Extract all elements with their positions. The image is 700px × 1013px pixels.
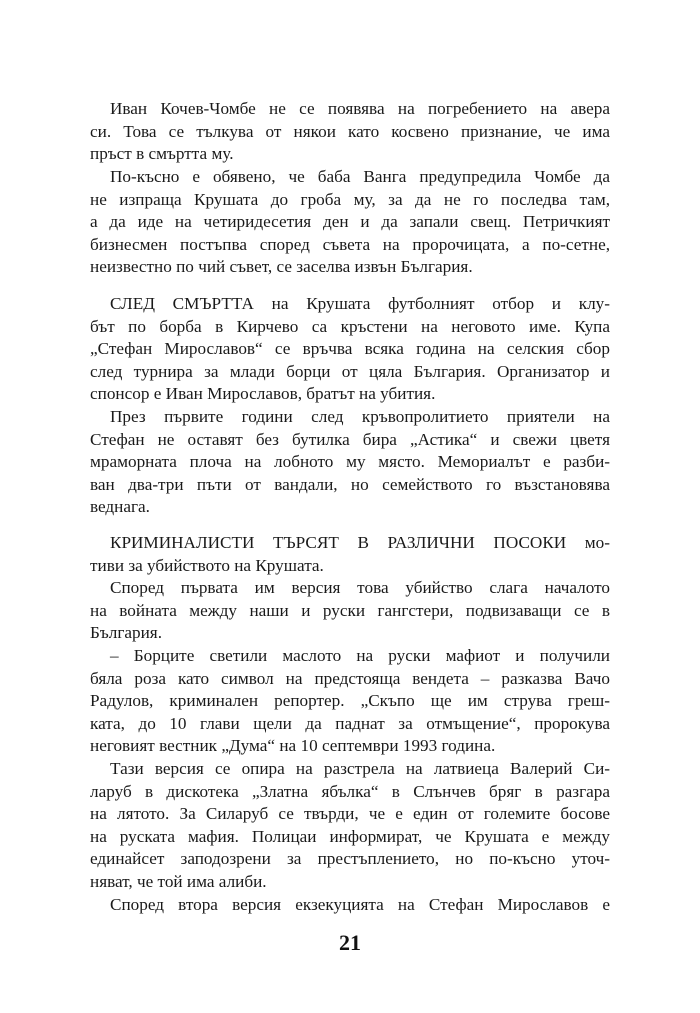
text-line: По-късно е обявено, че баба Ванга предупредила Чомбе да — [110, 167, 610, 186]
text-line: тиви за убийството на Крушата. — [90, 555, 324, 575]
paragraph — [90, 98, 610, 166]
text-line: веднага. — [90, 497, 150, 517]
text-line: Стефан не оставят без бутилка бира „Астика“ и свежи цветя — [90, 429, 610, 449]
text-line: Тази версия се опира на разстрела на латвиеца Валерий Си- — [110, 759, 610, 778]
paragraph — [90, 758, 610, 894]
paragraph — [90, 166, 610, 279]
text-line: „Стефан Мирославов“ се връчва всяка година на селския сбор — [90, 339, 610, 359]
text-line: на лятото. За Силаруб се твърди, че е един от големите босове — [90, 804, 610, 824]
text-line: СЛЕД СМЪРТТА на Крушата футболният отбор и клу- — [110, 294, 610, 313]
paragraph — [90, 406, 610, 519]
paragraph — [90, 645, 610, 758]
text-line: ката, до 10 глави щели да паднат за отмъщение“, пророкува — [90, 713, 610, 733]
text-line: не изпраща Крушата до гроба му, за да не го последва там, — [90, 189, 610, 209]
text-line: неговият вестник „Дума“ на 10 септември 1993 година. — [90, 736, 496, 756]
text-line: а да иде на четиридесетия ден и да запали свещ. Петричкият — [90, 212, 610, 232]
text-line: През първите години след кръвопролитието приятели на — [110, 407, 610, 426]
text-line: бът по борба в Кирчево са кръстени на неговото име. Купа — [90, 316, 610, 336]
section-paragraph — [90, 293, 610, 406]
text-line: бизнесмен постъпва според съвета на пророчицата, а по-сетне, — [90, 234, 610, 254]
text-line: мраморната плоча на лобното му място. Мемориалът е разби- — [90, 452, 610, 472]
text-line: КРИМИНАЛИСТИ ТЪРСЯТ В РАЗЛИЧНИ ПОСОКИ мо- — [110, 533, 610, 552]
text-line: единайсет заподозрени за престъплението, но по-късно уточ- — [90, 849, 610, 869]
text-line: ван два-три пъти от вандали, но семейството го възстановява — [90, 474, 610, 494]
text-line: Според първата им версия това убийство слага началото — [110, 578, 610, 597]
text-line: спонсор е Иван Мирославов, братът на убития. — [90, 384, 436, 404]
text-line: на руската мафия. Полицаи информират, че Крушата е между — [90, 826, 610, 846]
section-paragraph — [90, 532, 610, 577]
text-line: си. Това се тълкува от някои като косвено признание, че има — [90, 121, 610, 141]
text-line: неизвестно по чий съвет, се заселва извън България. — [90, 257, 473, 277]
text-line: пръст в смъртта му. — [90, 144, 234, 164]
text-line: няват, че той има алиби. — [90, 871, 267, 891]
paragraph — [90, 894, 610, 917]
page-number: 21 — [339, 930, 361, 955]
text-line: Според втора версия екзекуцията на Стефан Мирославов е — [110, 895, 610, 914]
text-line: България. — [90, 623, 163, 643]
text-line: ларуб в дискотека „Златна ябълка“ в Слънчев бряг в разгара — [90, 781, 610, 801]
paragraph — [90, 577, 610, 645]
text-line: Радулов, криминален репортер. „Скъпо ще им струва греш- — [90, 691, 610, 711]
text-line: – Борците светили маслото на руски мафиот и получили — [110, 646, 610, 665]
text-line: Иван Кочев-Чомбе не се появява на погребението на авера — [110, 99, 610, 118]
text-line: на войната между наши и руски гангстери, подвизаващи се в — [90, 600, 610, 620]
text-line: след турнира за млади борци от цяла България. Организатор и — [90, 361, 610, 381]
text-line: бяла роза като символ на предстояща вендета – разказва Вачо — [90, 668, 610, 688]
